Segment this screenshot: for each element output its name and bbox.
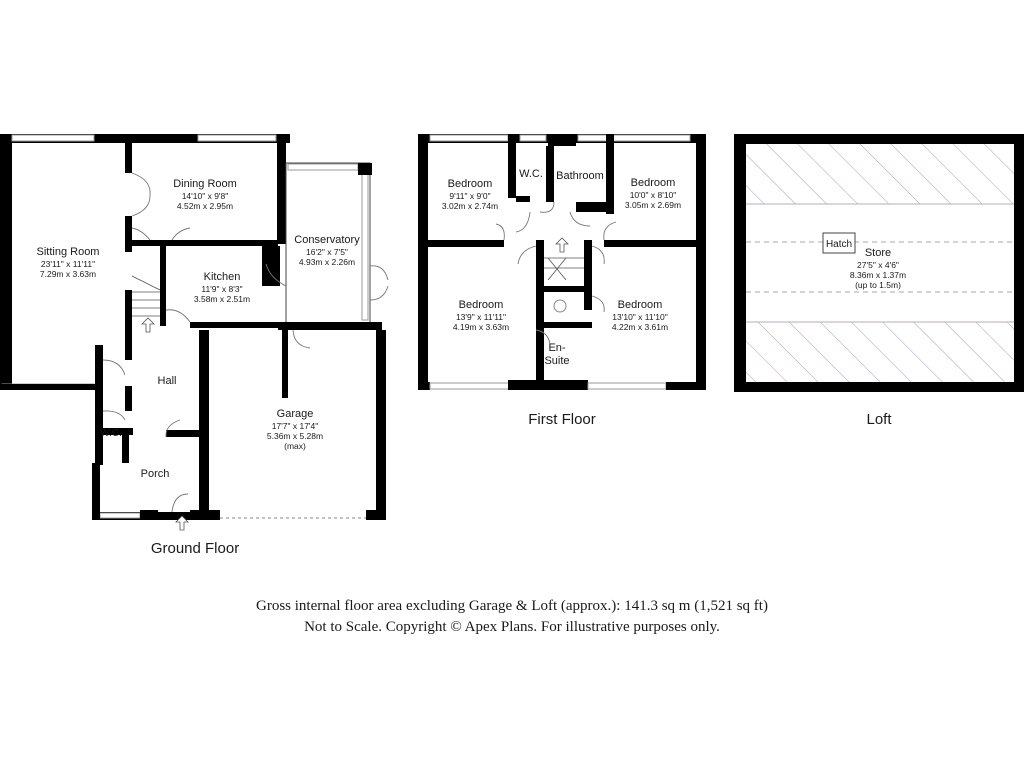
dining-room-imperial: 14'10" x 9'8" [181, 191, 229, 201]
ground-wc-label: W.C. [100, 428, 122, 439]
store-imperial: 27'5" x 4'6" [857, 260, 899, 270]
sitting-room-imperial: 23'11" x 11'11" [40, 259, 96, 269]
bedroom-2-metric: 3.05m x 2.69m [624, 200, 682, 210]
bedroom-4-imperial: 13'10" x 11'10" [612, 312, 668, 322]
bedroom-1-label: Bedroom [447, 178, 493, 190]
kitchen-label: Kitchen [203, 271, 241, 283]
bedroom-3-label: Bedroom [458, 299, 504, 311]
dining-room-metric: 4.52m x 2.95m [176, 201, 234, 211]
bedroom-3-imperial: 13'9" x 11'11" [455, 312, 507, 322]
bedroom-2-label: Bedroom [630, 177, 676, 189]
hatch-label: Hatch [825, 239, 853, 250]
bedroom-4-label: Bedroom [617, 299, 663, 311]
sitting-room-label: Sitting Room [36, 246, 100, 258]
bedroom-2-imperial: 10'0" x 8'10" [629, 190, 677, 200]
en-suite-label-line1: En- [548, 342, 566, 354]
first-floor-wc-label: W.C. [519, 168, 543, 180]
bedroom-3-metric: 4.19m x 3.63m [452, 322, 510, 332]
copyright-note: Not to Scale. Copyright © Apex Plans. For illustrative purposes only. [304, 619, 720, 635]
garage-metric: 5.36m x 5.28m [266, 431, 324, 441]
kitchen-imperial: 11'9" x 8'3" [201, 284, 243, 294]
bedroom-1-metric: 3.02m x 2.74m [441, 201, 499, 211]
hall-label: Hall [157, 375, 177, 387]
floor-area-note: Gross internal floor area excluding Garage & Loft (approx.): 141.3 sq m (1,521 sq ft) [256, 598, 768, 614]
garage-label: Garage [276, 408, 314, 420]
loft-title: Loft [866, 411, 892, 428]
ground-floor-title: Ground Floor [150, 540, 240, 557]
en-suite-label-line2: Suite [544, 355, 570, 367]
garage-imperial: 17'7" x 17'4" [271, 421, 319, 431]
bedroom-4-metric: 4.22m x 3.61m [611, 322, 669, 332]
dining-room-label: Dining Room [173, 178, 237, 190]
conservatory-label: Conservatory [294, 234, 360, 246]
store-metric: 8.36m x 1.37m [849, 270, 907, 280]
bathroom-label: Bathroom [556, 170, 604, 182]
sitting-room-metric: 7.29m x 3.63m [39, 269, 97, 279]
store-note: (up to 1.5m) [855, 280, 901, 290]
garage-note: (max) [284, 441, 306, 451]
porch-label: Porch [140, 468, 170, 480]
first-floor-title: First Floor [528, 411, 596, 428]
bedroom-1-imperial: 9'11" x 9'0" [449, 191, 491, 201]
footer [0, 596, 1024, 638]
kitchen-metric: 3.58m x 2.51m [193, 294, 251, 304]
store-label: Store [864, 247, 892, 259]
conservatory-metric: 4.93m x 2.26m [298, 257, 356, 267]
conservatory-imperial: 16'2" x 7'5" [306, 247, 348, 257]
